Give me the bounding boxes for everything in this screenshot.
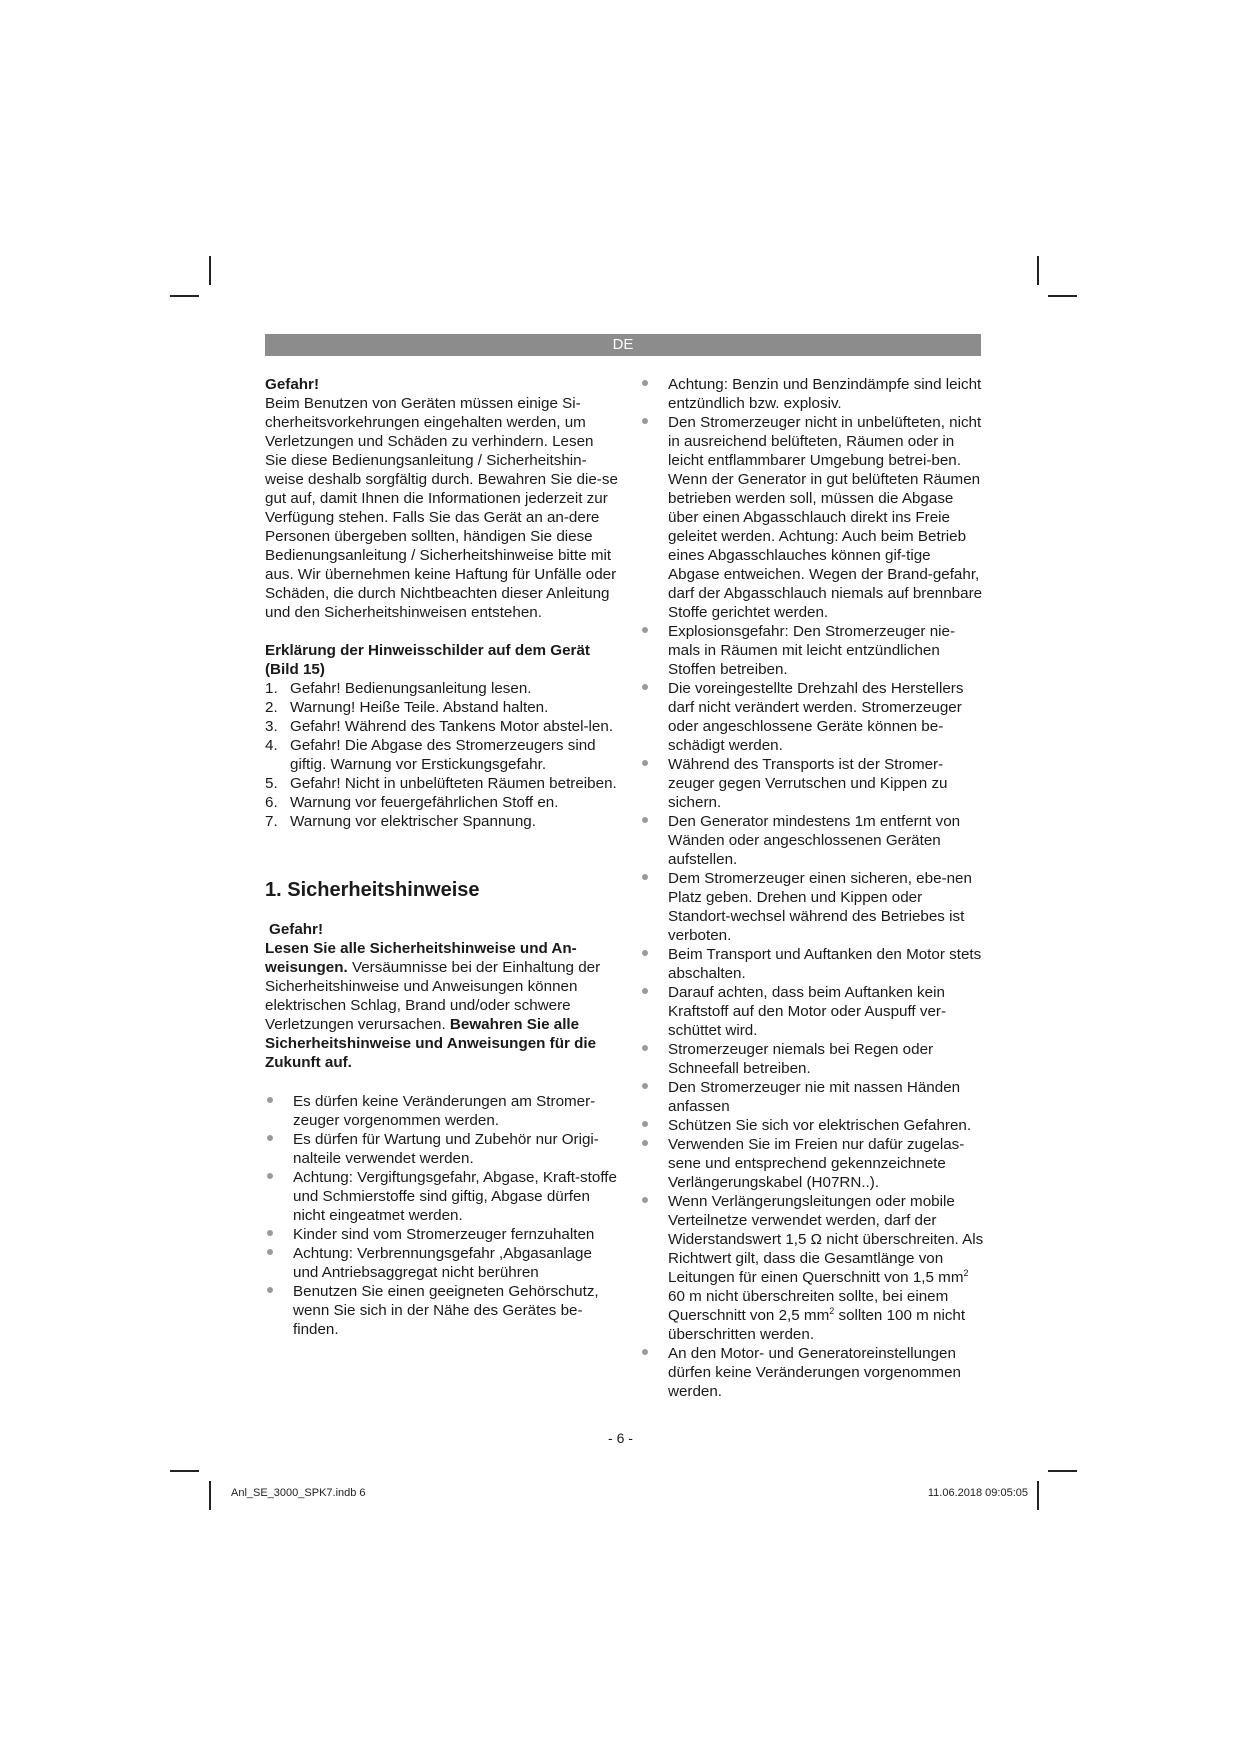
safety-item: Achtung: Benzin und Benzindämpfe sind leicht entzündlich bzw. explosiv. [640,375,985,413]
safety-item: Es dürfen keine Veränderungen am Stromer-zeuger vorgenommen werden. [265,1092,618,1130]
safety-item: Verwenden Sie im Freien nur dafür zugelas-sene und entsprechend gekennzeichnete Verlängerungskabel (H07RN..). [640,1135,985,1192]
safety-list-right [640,375,985,1401]
sign-item: 1. Gefahr! Bedienungsanleitung lesen. [265,680,532,697]
crop-mark-top-left-v [209,256,211,285]
sign-item: 5. Gefahr! Nicht in unbelüfteten Räumen betreiben. [265,775,617,792]
keep-all-note: Bewahren Sie alle Sicherheitshinweise und Anweisungen für die Zukunft auf. [265,1016,597,1071]
safety-item: Darauf achten, dass beim Auftanken kein Kraftstoff auf den Motor oder Auspuff ver-schüttet wird. [640,983,985,1040]
signs-list [265,679,618,831]
safety-item-cable: Wenn Verlängerungsleitungen oder mobile Verteilnetze verwendet werden, darf der Widerstandswert 1,5 Ω nicht überschreiten. Als Richtwert gilt, dass die Gesamtlänge von Leitungen für einen Querschnitt von 1,5 $mm^2$ 60 m nicht überschreiten sollte, bei einem Querschnitt von 2,5 $mm^2$ sollten 100 m nicht überschritten werden. [640,1192,985,1344]
read-all-heading: Lesen Sie alle Sicherheitshinweise und An-weisungen. [265,940,577,976]
language-code: DE [612,336,634,353]
danger-label: Gefahr! [269,921,324,938]
safety-item: Stromerzeuger niemals bei Regen oder Schneefall betreiben. [640,1040,985,1078]
crop-mark-bottom-right-h [1048,1470,1077,1472]
signs-title: Erklärung der Hinweisschilder auf dem Gerät (Bild 15) [265,642,590,678]
section-title: 1. Sicherheitshinweise [265,879,480,901]
safety-list-left [265,1092,618,1339]
sign-item: 4. Gefahr! Die Abgase des Stromerzeugers sind giftig. Warnung vor Erstickungsgefahr. [265,737,596,773]
safety-item: Beim Transport und Auftanken den Motor stets abschalten. [640,945,985,983]
read-all-text: Versäumnisse bei der Einhaltung der Sicherheitshinweise und Anweisungen können elektrischen Schlag, Brand und/oder schwere Verletzungen verursachen. [265,959,601,1033]
crop-mark-bottom-right-v [1037,1481,1039,1510]
left-column [265,375,618,1339]
sign-item: 3. Gefahr! Während des Tankens Motor abstel-len. [265,718,614,735]
safety-item: Kinder sind vom Stromerzeuger fernzuhalten [265,1225,618,1244]
read-instructions-paragraph [265,939,618,1072]
safety-item: Es dürfen für Wartung und Zubehör nur Origi-nalteile verwendet werden. [265,1130,618,1168]
intro-text: Beim Benutzen von Geräten müssen einige Si-cherheitsvorkehrungen eingehalten werden, um Verletzungen und Schäden zu verhindern. Lesen Sie diese Bedienungsanleitung / Sicherheitshin-weise deshalb sorgfältig durch. Bewahren Sie die-se gut auf, damit Ihnen die Informationen jederzeit zur Verfügung stehen. Falls Sie das Gerät an an-dere Personen übergeben sollten, händigen Sie diese Bedienungsanleitung / Sicherheitshinweise bitte mit aus. Wir übernehmen keine Haftung für Unfälle oder Schäden, die durch Nichtbeachten dieser Anleitung und den Sicherheitshinweisen entstehen. [265,395,618,621]
safety-item: Achtung: Vergiftungsgefahr, Abgase, Kraft-stoffe und Schmierstoffe sind giftig, Abgase dürfen nicht eingeatmet werden. [265,1168,618,1225]
crop-mark-top-right-v [1037,256,1039,285]
safety-item: An den Motor- und Generatoreinstellungen dürfen keine Veränderungen vorgenommen werden. [640,1344,985,1401]
sign-item: 6. Warnung vor feuergefährlichen Stoff en. [265,794,559,811]
crop-mark-bottom-left-v [209,1481,211,1510]
sign-item: 7. Warnung vor elektrischer Spannung. [265,813,536,830]
language-header-bar [265,334,981,356]
crop-mark-top-left-h [170,295,199,297]
page-number: - 6 - [608,1430,633,1446]
sign-item: 2. Warnung! Heiße Teile. Abstand halten. [265,699,549,716]
footer-timestamp: 11.06.2018 09:05:05 [927,1487,1028,1499]
safety-item: Den Generator mindestens 1m entfernt von Wänden oder angeschlossenen Geräten aufstellen. [640,812,985,869]
right-column [640,375,985,1401]
crop-mark-top-right-h [1048,295,1077,297]
footer-filename: Anl_SE_3000_SPK7.indb 6 [231,1487,366,1499]
intro-title: Gefahr! [265,376,320,393]
safety-item: Schützen Sie sich vor elektrischen Gefahren. [640,1116,985,1135]
safety-item: Den Stromerzeuger nie mit nassen Händen anfassen [640,1078,985,1116]
safety-item: Achtung: Verbrennungsgefahr ,Abgasanlage und Antriebsaggregat nicht berühren [265,1244,618,1282]
safety-item: Die voreingestellte Drehzahl des Herstellers darf nicht verändert werden. Stromerzeuger oder angeschlossene Geräte können be-schädigt werden. [640,679,985,755]
safety-item: Dem Stromerzeuger einen sicheren, ebe-nen Platz geben. Drehen und Kippen oder Standort-wechsel während des Betriebes ist verboten. [640,869,985,945]
safety-item: Den Stromerzeuger nicht in unbelüfteten, nicht in ausreichend belüfteten, Räumen oder in leicht entflammbarer Umgebung betrei-ben. Wenn der Generator in gut belüfteten Räumen betrieben werden soll, müssen die Abgase über einen Abgasschlauch direkt ins Freie geleitet werden. Achtung: Auch beim Betrieb eines Abgasschlauches können gif-tige Abgase entweichen. Wegen der Brand-gefahr, darf der Abgasschlauch niemals auf brennbare Stoffe gerichtet werden. [640,413,985,622]
safety-item: Benutzen Sie einen geeigneten Gehörschutz, wenn Sie sich in der Nähe des Gerätes be-finden. [265,1282,618,1339]
crop-mark-bottom-left-h [170,1470,199,1472]
safety-item: Während des Transports ist der Stromer-zeuger gegen Verrutschen und Kippen zu sichern. [640,755,985,812]
safety-item: Explosionsgefahr: Den Stromerzeuger nie-mals in Räumen mit leicht entzündlichen Stoffen betreiben. [640,622,985,679]
